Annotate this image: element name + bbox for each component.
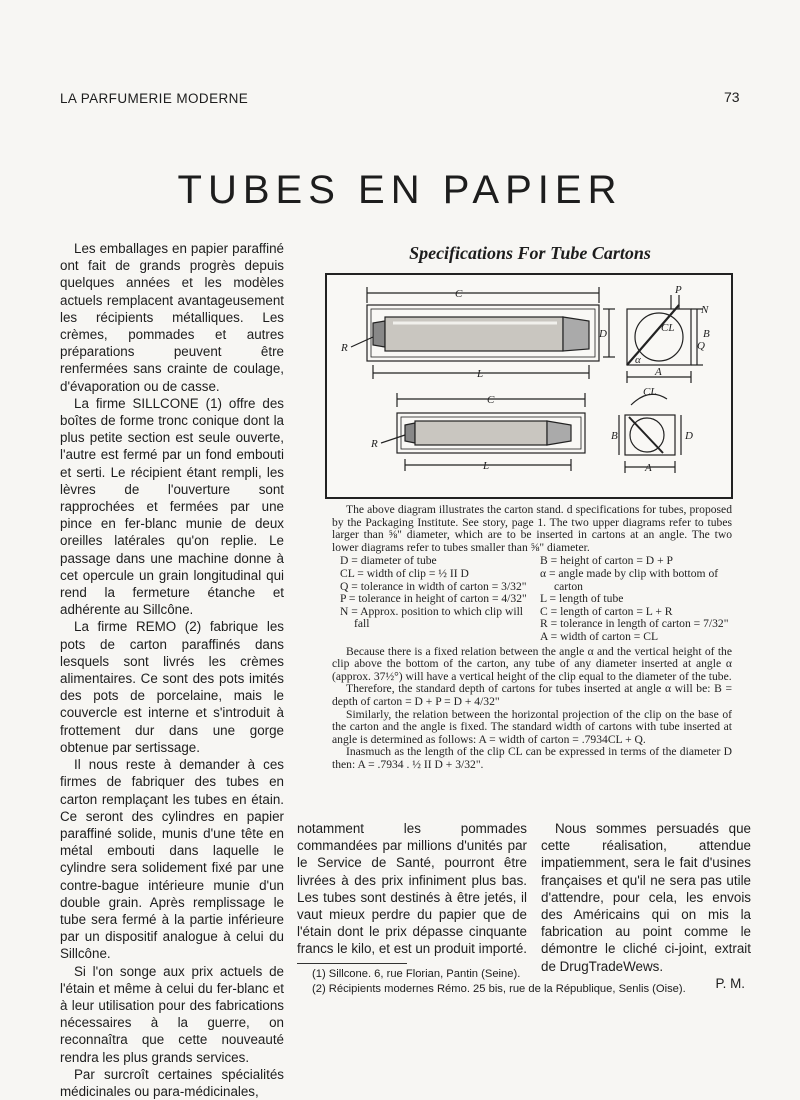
label-a: A xyxy=(655,366,662,378)
specification-text xyxy=(332,504,732,771)
figure-title: Specifications For Tube Cartons xyxy=(409,243,651,263)
paragraph: Si l'on songe aux prix actuels de l'étain et même à celui du fer-blanc et à leur utilisation pour des fabrications nécessaires à la guerre, on reconnaîtra que cette nouveauté rendra les plus grands services. xyxy=(60,963,284,1065)
label-c-lower: C xyxy=(487,394,495,406)
label-n: N xyxy=(701,304,709,316)
definitions xyxy=(340,555,732,643)
tube-cap xyxy=(373,321,385,347)
definition: B = height of carton = D + P xyxy=(540,554,673,568)
definitions-right xyxy=(540,555,732,643)
figure-caption: The above diagram illustrates the carton stand. d specifications for tubes, proposed by the Packaging Institute. See story, page 1. The two upper diagrams refer to tubes larger than ⅝" diameter, which are to be inserted in cartons at an angle. The two lower diagrams refer to tubes smaller than ⅝" diameter. xyxy=(332,503,732,554)
label-r-lower: R xyxy=(371,438,378,450)
paragraph: notamment les pommades commandées par millions d'unités par le Service de Santé, pourront être livrées à des prix infiniment plus bas. Les tubes sont destinés à être jetés, il vaut mieux perdre du papier que de l'étain dont le prix dépasse cinquante francs le kilo, et est un produit importé. xyxy=(297,821,527,957)
footnote: (2) Récipients modernes Rémo. 25 bis, rue de la République, Senlis (Oise). xyxy=(312,983,686,995)
article-title: TUBES EN PAPIER xyxy=(177,168,623,212)
label-a-lower: A xyxy=(645,462,652,474)
footnote: (1) Sillcone. 6, rue Florian, Pantin (Seine). xyxy=(312,968,521,980)
middle-column xyxy=(297,820,527,958)
left-column xyxy=(60,240,284,1100)
paragraph: Par surcroît certaines spécialités médicinales ou para-médicinales, xyxy=(60,1066,284,1099)
label-p: P xyxy=(675,284,682,296)
definition: A = width of carton = CL xyxy=(540,629,659,643)
definition: L = length of tube xyxy=(540,592,624,606)
page-number: 73 xyxy=(724,89,740,105)
paragraph: Il nous reste à demander à ces firmes de fabriquer des tubes en carton remplaçant les tubes en étain. Ce seront des cylindres en papier paraffiné solide, munis d'une tête en métal embouti dans laquelle le cylindre sera solidement fixé par une contre-bague intérieure munie d'un double grain. Après remplissage le tube sera fermé à la partie inférieure par un dispositif analogue à celui du Sillcône. xyxy=(60,757,284,962)
tube-clip-end xyxy=(563,317,589,351)
definition: N = Approx. position to which clip will fall xyxy=(340,604,524,631)
spec-paragraph: Therefore, the standard depth of cartons for tubes inserted at angle α will be: B = depth of carton = D + P = D + 4/32" xyxy=(332,682,732,708)
definition: CL = width of clip = ½ II D xyxy=(340,566,469,580)
label-alpha: α xyxy=(635,354,641,366)
footnotes xyxy=(312,967,752,997)
label-b-lower: B xyxy=(611,430,618,442)
definition: Q = tolerance in width of carton = 3/32" xyxy=(340,579,527,593)
label-b: B xyxy=(703,328,710,340)
label-l-lower: L xyxy=(483,460,490,472)
label-c: C xyxy=(455,288,463,300)
definition: α = angle made by clip with bottom of carton xyxy=(540,566,719,593)
label-q: Q xyxy=(697,340,705,352)
label-d-lower: D xyxy=(685,430,693,442)
tube-carton-diagram xyxy=(325,273,733,499)
spec-paragraph: Because there is a fixed relation between the angle α and the vertical height of the clip above the bottom of the carton, any tube of any diameter inserted at angle α (approx. 37½°) will have a vertical height of the clip equal to the diameter of the tube. xyxy=(332,644,732,683)
definitions-left xyxy=(340,555,532,643)
paragraph: Nous sommes persuadés que cette réalisation, attendue impatiemment, sera le fait d'usines françaises et qu'il ne sera pas utile d'attendre, pour cela, les envois des Américains qui on mis la fabrication au point comme le démontre le cliché ci-joint, extrait de DrugTradeWews. xyxy=(541,821,751,974)
definition: C = length of carton = L + R xyxy=(540,604,673,618)
label-cl: CL xyxy=(661,322,675,334)
label-r: R xyxy=(341,342,348,354)
spec-paragraph: Inasmuch as the length of the clip CL can be expressed in terms of the diameter D then: A = .7934 . ½ II D + 3/32". xyxy=(332,745,732,771)
definition: P = tolerance in height of carton = 4/32" xyxy=(340,592,527,606)
definition: D = diameter of tube xyxy=(340,554,437,568)
footnote-rule xyxy=(297,963,407,964)
label-d: D xyxy=(599,328,607,340)
diagram-drawing xyxy=(327,275,731,497)
lower-tube-body xyxy=(415,421,547,445)
paragraph: Les emballages en papier paraffiné ont fait de grands progrès depuis quelques années et les modèles actuels remplacent avantageusement les récipients métalliques. Les crèmes, pommades et autres préparations peuvent être renfermées sans crainte de coulage, d'évaporation ou de casse. xyxy=(60,241,284,394)
signature: P. M. xyxy=(715,975,745,991)
spec-paragraph: Similarly, the relation between the horizontal projection of the clip on the base of the carton and the angle is fixed. The standard width of cartons with tube inserted at angle is determined as follows: A = width of carton = .7934CL + Q. xyxy=(332,707,732,746)
paragraph: La firme SILLCONE (1) offre des boîtes de forme tronc conique dont la plus petite section est seule ouverte, l'autre est fermé par un fond embouti et serti. Le récipient étant rempli, les lèvres de l'ouverture sont rapprochées et fermées par une pince en fer-blanc munie de deux oreilles latérales qu'on replie. Le passage dans une machine donne à cet opercule un grain longitudinal qui rend la fermeture étanche et adhérente au Sillcône. xyxy=(60,395,284,618)
label-l: L xyxy=(477,368,484,380)
definition: R = tolerance in length of carton = 7/32" xyxy=(540,617,729,631)
label-cl-lower: CL xyxy=(643,386,657,398)
paragraph: La firme REMO (2) fabrique les pots de carton paraffinés dans lesquels sont livrés les crèmes alimentaires. Ce sont des pots imités des pots de porcelaine, mais le couvercle est interne et s'introduit à frottement dur dans une gorge obtenue par sertissage. xyxy=(60,619,284,755)
running-head: LA PARFUMERIE MODERNE xyxy=(60,91,249,106)
tube-section-circle xyxy=(635,313,683,361)
